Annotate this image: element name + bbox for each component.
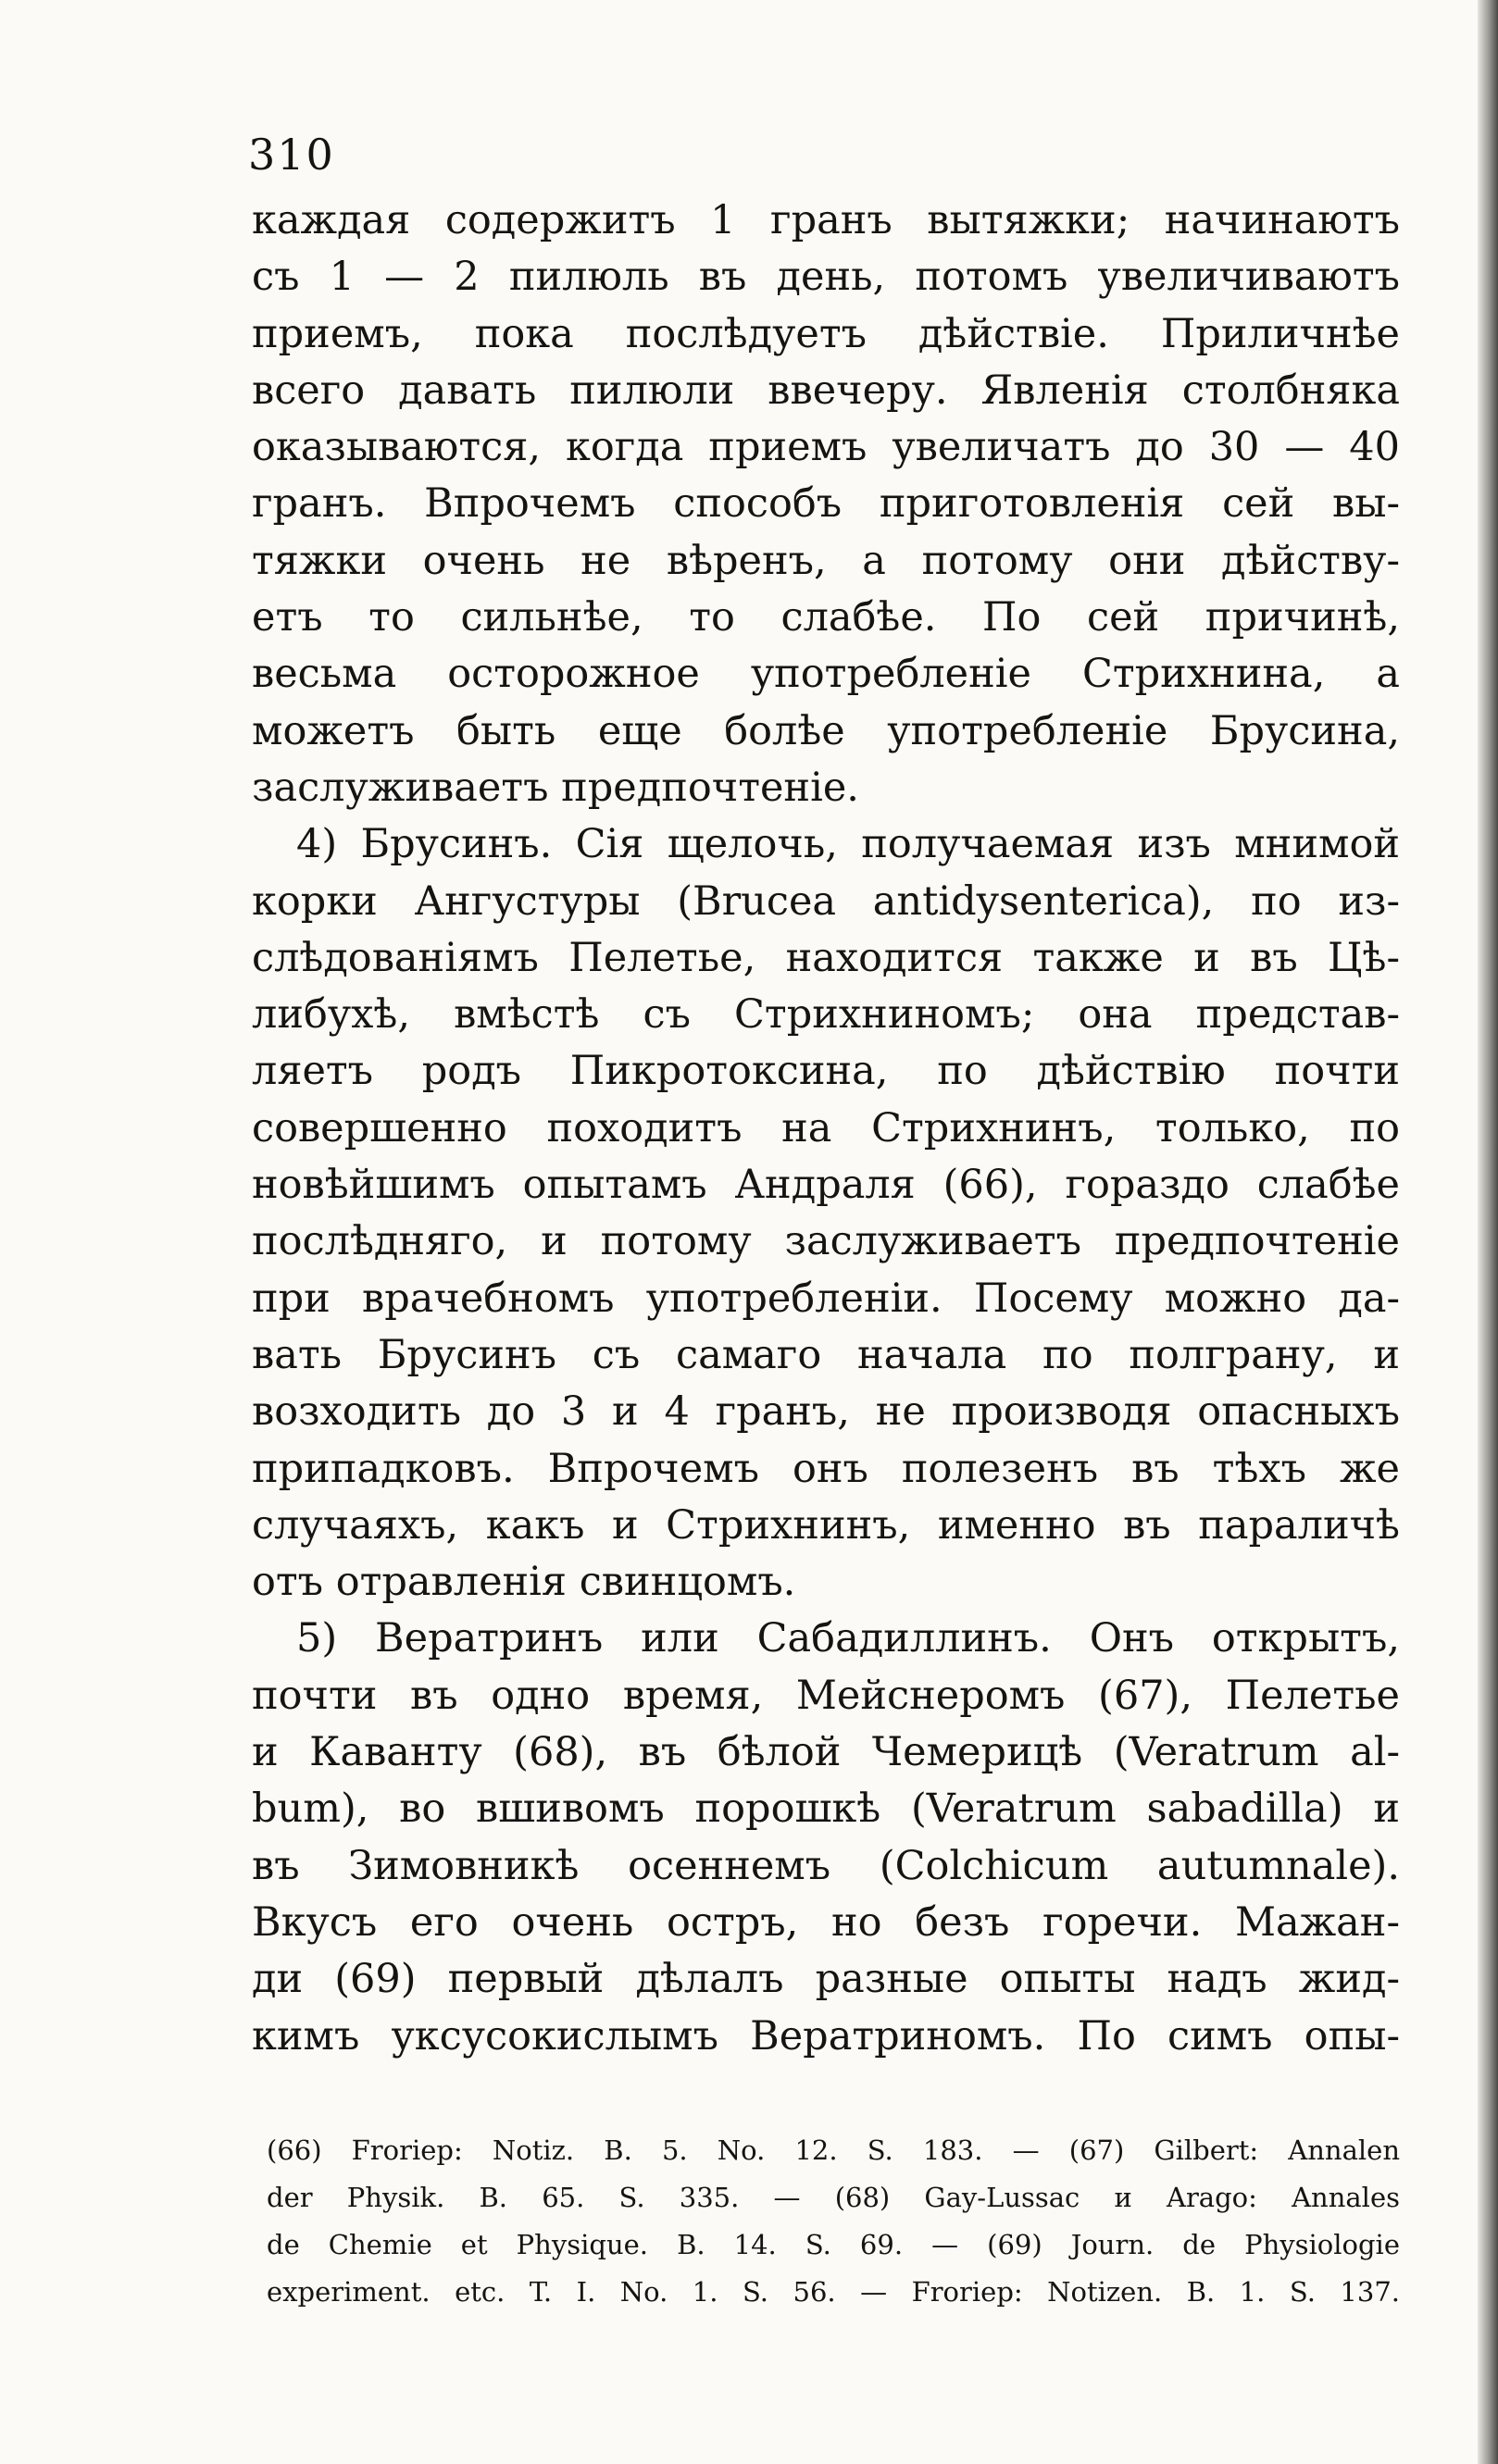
- text-line: каждая содержитъ 1 гранъ вытяжки; начинаютъ: [252, 197, 1400, 243]
- text-line: съ 1 — 2 пилюль въ день, потомъ увеличиваютъ: [252, 254, 1400, 301]
- text-line: вать Брусинъ съ самаго начала по полграну, и: [252, 1331, 1400, 1378]
- text-line: ди (69) первый дѣлалъ разные опыты надъ жид-: [252, 1956, 1400, 2003]
- text-line: тяжки очень не вѣренъ, а потому они дѣйству-: [252, 537, 1400, 584]
- footnote-line: (66) Froriep: Notiz. B. 5. No. 12. S. 183. — (67) Gilbert: Annalen: [267, 2134, 1400, 2166]
- text-line: Вкусъ его очень остръ, но безъ горечи. Мажан-: [252, 1898, 1400, 1946]
- text-line: весьма осторожное употребленіе Стрихнина, а: [252, 651, 1400, 698]
- text-line: 5) Вератринъ или Сабадиллинъ. Онъ открытъ,: [296, 1615, 1400, 1662]
- text-line: почти въ одно время, Мейснеромъ (67), Пелетье: [252, 1672, 1400, 1719]
- footnote-line: der Physik. B. 65. S. 335. — (68) Gay-Lussac и Arago: Annales: [267, 2182, 1400, 2213]
- text-line: припадковъ. Впрочемъ онъ полезенъ въ тѣхъ же: [252, 1445, 1400, 1492]
- text-line: заслуживаетъ предпочтеніе.: [252, 764, 859, 811]
- text-line: совершенно походитъ на Стрихнинъ, только, по: [252, 1104, 1400, 1151]
- text-line: въ Зимовникѣ осеннемъ (Colchicum autumnale).: [252, 1842, 1400, 1889]
- text-line: и Каванту (68), въ бѣлой Чемерицѣ (Veratrum al-: [252, 1729, 1400, 1776]
- text-line: 4) Брусинъ. Сія щелочь, получаемая изъ мнимой: [296, 821, 1400, 868]
- text-line: возходить до 3 и 4 гранъ, не производя опасныхъ: [252, 1388, 1400, 1436]
- text-line: bum), во вшивомъ порошкѣ (Veratrum sabadilla) и: [252, 1786, 1400, 1833]
- text-line: либухѣ, вмѣстѣ съ Стрихниномъ; она представ-: [252, 991, 1400, 1039]
- text-line: отъ отравленія свинцомъ.: [252, 1559, 796, 1606]
- body-text: [252, 193, 1400, 2065]
- text-line: новѣйшимъ опытамъ Андраля (66), гораздо слабѣе: [252, 1162, 1400, 1209]
- footnote-line: experiment. etc. T. I. No. 1. S. 56. — Froriep: Notizen. B. 1. S. 137.: [267, 2276, 1400, 2308]
- text-line: гранъ. Впрочемъ способъ приготовленія сей вы-: [252, 480, 1400, 528]
- text-line: оказываются, когда приемъ увеличатъ до 30 — 40: [252, 424, 1400, 471]
- footnotes: [267, 2127, 1400, 2316]
- page-number: 310: [248, 130, 335, 180]
- text-line: можетъ быть еще болѣе употребленіе Брусина,: [252, 707, 1400, 754]
- text-line: приемъ, пока послѣдуетъ дѣйствіе. Приличнѣе: [252, 310, 1400, 357]
- text-line: при врачебномъ употребленіи. Посему можно да-: [252, 1275, 1400, 1322]
- text-line: корки Ангустуры (Brucea antidysenterica), по из-: [252, 877, 1400, 925]
- text-line: всего давать пилюли ввечеру. Явленія столбняка: [252, 367, 1400, 414]
- text-line: етъ то сильнѣе, то слабѣе. По сей причинѣ,: [252, 594, 1400, 641]
- text-line: случаяхъ, какъ и Стрихнинъ, именно въ параличѣ: [252, 1501, 1400, 1549]
- page-edge: [1478, 0, 1498, 2464]
- text-line: послѣдняго, и потому заслуживаетъ предпочтеніе: [252, 1218, 1400, 1265]
- text-line: кимъ уксусокислымъ Вератриномъ. По симъ опы-: [252, 2012, 1400, 2060]
- text-line: ляетъ родъ Пикротоксина, по дѣйствію почти: [252, 1048, 1400, 1095]
- text-line: слѣдованіямъ Пелетье, находится также и въ Цѣ-: [252, 934, 1400, 981]
- footnote-line: de Chemie et Physique. B. 14. S. 69. — (69) Journ. de Physiologie: [267, 2229, 1400, 2260]
